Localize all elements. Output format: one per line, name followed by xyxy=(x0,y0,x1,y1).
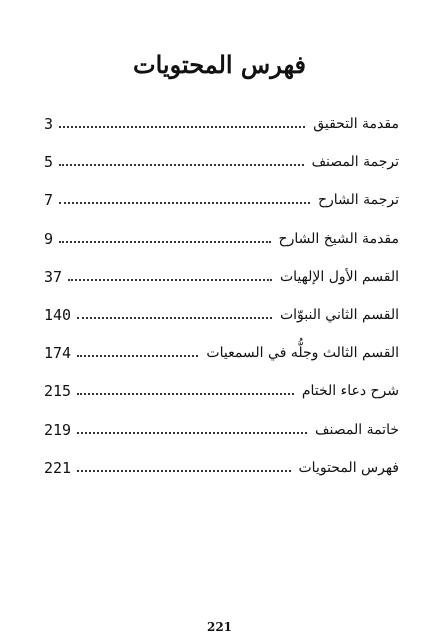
toc-page-number: 140 xyxy=(44,306,72,325)
toc-entry xyxy=(44,372,399,410)
toc-entry-label: مقدمة التحقيق xyxy=(313,116,399,133)
toc-page-number: 37 xyxy=(44,267,63,286)
toc-page-number: 3 xyxy=(44,115,54,134)
toc-entry xyxy=(44,449,399,487)
page-number: 221 xyxy=(206,620,233,634)
toc-page-number: 219 xyxy=(44,420,72,439)
dot-leader xyxy=(77,470,290,472)
dot-leader xyxy=(59,241,271,243)
dot-leader xyxy=(77,432,307,434)
toc-page-number: 5 xyxy=(44,153,54,172)
dot-leader xyxy=(59,126,305,128)
toc-entry xyxy=(44,258,399,296)
toc-entry xyxy=(44,220,399,258)
dot-leader xyxy=(59,164,304,166)
toc-page-number: 7 xyxy=(44,191,54,210)
toc-entry-label: مقدمة الشيخ الشارح xyxy=(278,230,399,247)
toc-entry xyxy=(44,143,399,181)
toc-entry-label: شرح دعاء الختام xyxy=(301,383,399,400)
table-of-contents xyxy=(44,105,399,487)
dot-leader xyxy=(68,279,272,281)
toc-entry xyxy=(44,411,399,449)
dot-leader xyxy=(59,202,310,204)
dot-leader xyxy=(77,355,198,357)
toc-entry-label: القسم الثالث وجلُّه في السمعيات xyxy=(206,345,399,362)
toc-entry-label: القسم الثاني النبوّات xyxy=(279,307,399,324)
toc-entry xyxy=(44,334,399,372)
toc-entry xyxy=(44,296,399,334)
toc-entry xyxy=(44,181,399,219)
toc-entry-label: خاتمة المصنف xyxy=(315,421,399,438)
toc-entry xyxy=(44,105,399,143)
dot-leader xyxy=(77,317,272,319)
toc-page-number: 215 xyxy=(44,382,72,401)
page-title: فهرس المحتويات xyxy=(132,50,306,79)
toc-entry-label: ترجمة المصنف xyxy=(311,154,399,171)
toc-entry-label: ترجمة الشارح xyxy=(317,192,399,209)
toc-page-number: 221 xyxy=(44,458,72,477)
dot-leader xyxy=(77,393,294,395)
toc-entry-label: القسم الأول الإلهيات xyxy=(279,268,399,285)
toc-entry-label: فهرس المحتويات xyxy=(298,459,399,476)
toc-page-number: 174 xyxy=(44,344,72,363)
toc-page-number: 9 xyxy=(44,229,54,248)
